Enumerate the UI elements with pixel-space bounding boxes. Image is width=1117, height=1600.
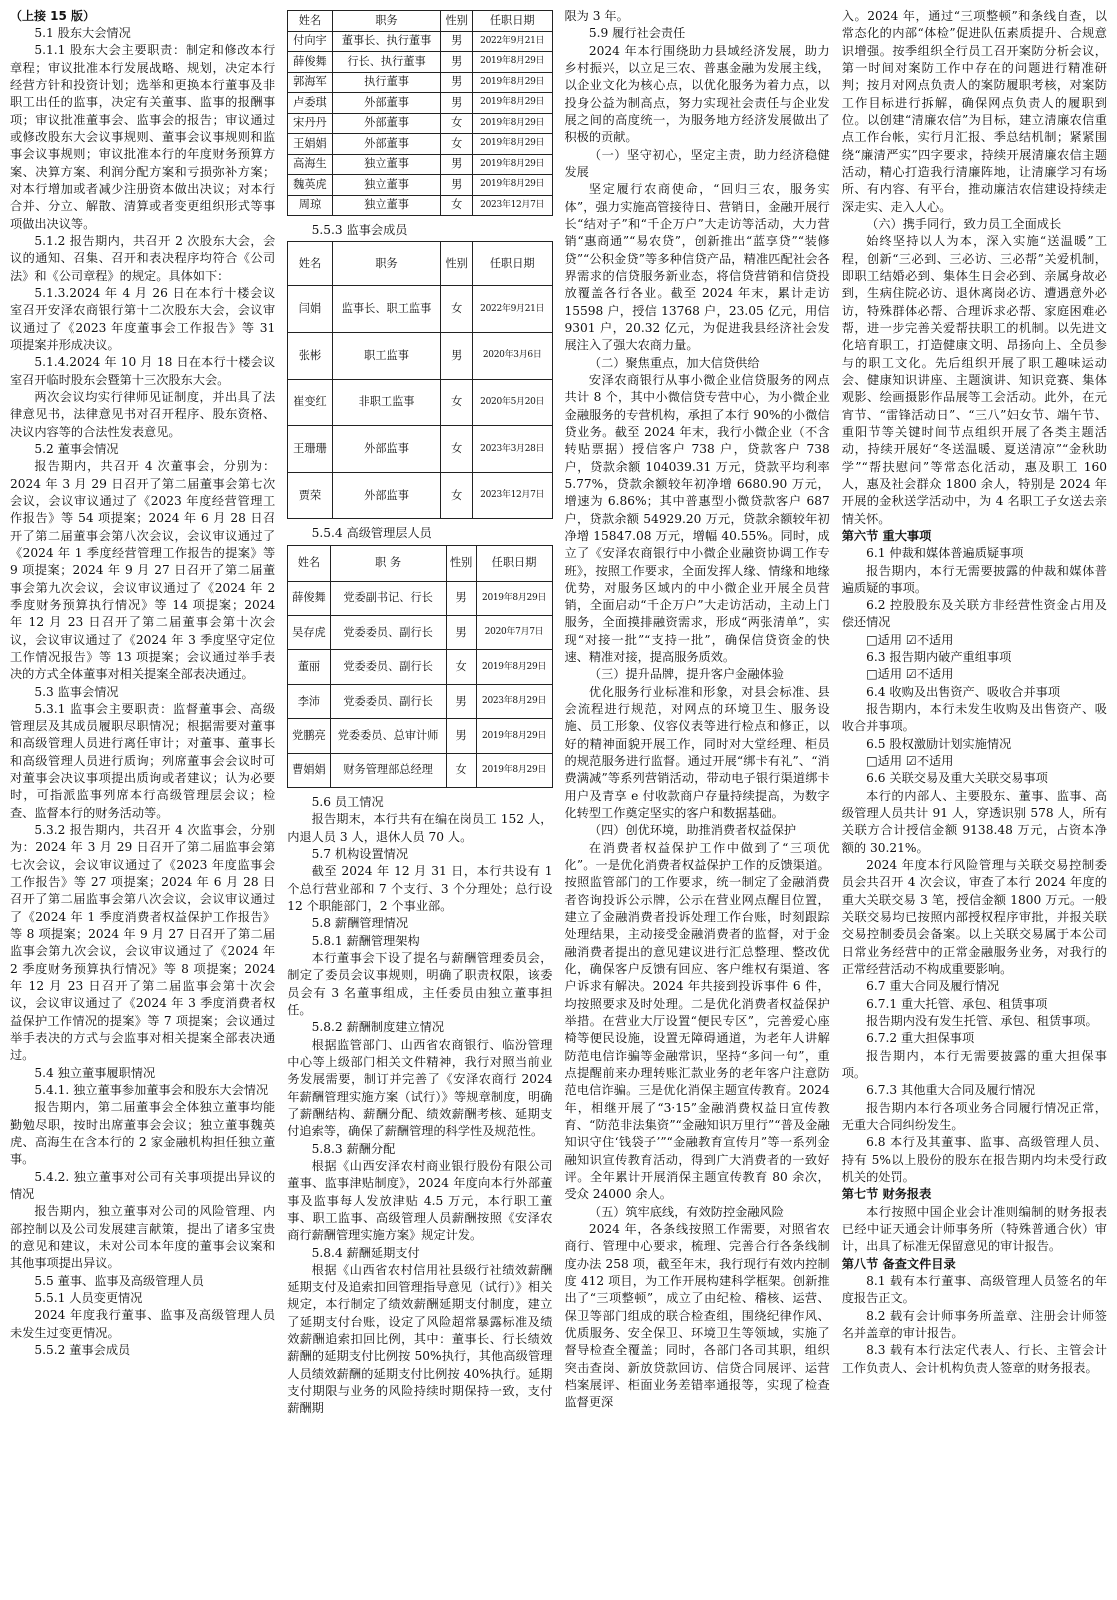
subsection-heading: 6.7.3 其他重大合同及履行情况 (866, 1083, 1036, 1098)
paragraph: 报告期内本行各项业务合同履行情况正常，无重大合同纠纷发生。 (841, 1100, 1107, 1132)
subsection-heading: 5.3 监事会情况 (34, 684, 119, 699)
column-header: 姓名 (288, 11, 332, 32)
position-cell: 监事长、职工监事 (332, 286, 441, 333)
name-cell: 王珊珊 (288, 426, 332, 473)
appointment-date-cell: 2022年9月21日 (472, 31, 552, 52)
subsection-heading: 5.7 机构设置情况 (311, 846, 409, 861)
name-cell: 党鹏亮 (288, 719, 330, 753)
gender-cell: 男 (441, 154, 473, 175)
position-cell: 党委委员、副行长 (330, 650, 446, 684)
table-row (288, 52, 552, 73)
column-2-body (287, 794, 552, 1418)
subsection-heading: 5.5.1 人员变更情况 (34, 1290, 143, 1305)
table-row (288, 426, 552, 473)
name-cell: 薛俊舞 (288, 581, 330, 615)
position-cell: 独立董事 (332, 175, 441, 196)
paragraph: 根据《山西省农村信用社县级行社绩效薪酬延期支付及追索扣回管理指导意见（试行）》相关规定，本行制定了绩效薪酬延期支付制度，建立了延期支付台账，设定了风险超常暴露标准及绩效薪酬追索扣回比例，其中：董事长、行长绩效薪酬的延期支付比例按 50%执行，其他高级管理人员绩效薪酬的延期支付比例按 40%执行。延期支付期限与业务的风险持续时期保持一致，支付薪酬期 (287, 1262, 553, 1416)
paragraph: 5.1.4.2024 年 10 月 18 日在本行十楼会议室召开临时股东会暨第十三次股东大会。 (10, 355, 276, 387)
gender-cell: 男 (446, 719, 476, 753)
appointment-date-cell: 2023年12月7日 (472, 472, 552, 519)
section-heading: 第六节 重大事项 (841, 528, 932, 543)
appointment-date-cell: 2019年8月29日 (472, 52, 552, 73)
paragraph: 5.3.1 监事会主要职责：监督董事会、高级管理层及其成员履职尽职情况；根据需要对董事和高级管理人员进行离任审计；对董事、董事长和高级管理人员进行质询；列席董事会会议时可对董事会决议事项提出质询或者建议；认为必要时，可指派监事列席本行高级管理层会议；检查、监督本行的财务活动等。 (10, 701, 276, 820)
name-cell: 董丽 (288, 650, 330, 684)
gender-cell: 男 (441, 93, 473, 114)
gender-cell: 女 (441, 113, 473, 134)
paragraph: 根据《山西安泽农村商业银行股份有限公司董事、监事津贴制度》，2024 年度向本行外部董事及监事每人发放津贴 4.5 万元，本行职工董事、职工监事、高级管理人员薪酬按照《安泽农商行薪酬管理实施方案》规定计发。 (287, 1158, 553, 1243)
gender-cell: 男 (446, 581, 476, 615)
position-cell: 党委委员、总审计师 (330, 719, 446, 753)
name-cell: 闫娟 (288, 286, 332, 333)
name-cell: 崔变红 (288, 379, 332, 426)
subsection-heading: 6.6 关联交易及重大关联交易事项 (866, 771, 1048, 786)
appointment-date-cell: 2023年12月7日 (472, 195, 552, 216)
paragraph: 截至 2024 年 12 月 31 日，本行共设有 1 个总行营业部和 7 个支行、3 个分理处；总行设 12 个职能部门，2 个事业部。 (287, 864, 553, 913)
name-cell: 郭海军 (288, 72, 332, 93)
column-header: 任职日期 (472, 242, 552, 286)
paragraph: 5.4.2. 独立董事对公司有关事项提出异议的情况 (10, 1169, 276, 1202)
subsection-heading: 6.7.2 重大担保事项 (866, 1031, 975, 1046)
position-cell: 党委委员、副行长 (330, 684, 446, 718)
gender-cell: 男 (441, 332, 473, 379)
gender-cell: 女 (446, 650, 476, 684)
name-cell: 曹娟娟 (288, 753, 330, 787)
subsection-heading: 6.1 仲裁和媒体普遍质疑事项 (866, 546, 1024, 561)
position-cell: 财务管理部总经理 (330, 753, 446, 787)
subsection-heading: 6.7.1 重大托管、承包、租赁事项 (866, 996, 1048, 1011)
column-header: 性别 (441, 242, 473, 286)
table-row (288, 684, 552, 718)
column-4 (842, 8, 1107, 1594)
table-header-row (288, 545, 552, 581)
position-cell: 党委委员、副行长 (330, 616, 446, 650)
paragraph: 坚定履行农商使命，“回归三农，服务实体”，强力实施高管接待日、营销日，金融开展行长“结对子”和“千企万户”大走访等活动，大力营销“惠商通”“易农贷”，创新推出“蓝享贷”“装修贷”“公积金贷”等多种信贷产品，精准匹配社会各界需求的信贷服务新业态，将信贷营销和信贷投放覆盖各行各业。截至 2024 年末，累计走访 15598 户，授信 13768 户，23.05 亿元，用信 9301 户，20.32 亿元，为促进我县经济社会发展注入了强大农商力量。 (564, 182, 830, 353)
table-row (288, 286, 552, 333)
paragraph: 报告期内没有发生托管、承包、租赁事项。 (866, 1014, 1098, 1029)
column-3 (565, 8, 830, 1594)
paragraph: （四）创优环境，助推消费者权益保护 (588, 823, 797, 838)
subsection-heading: 6.3 报告期内破产重组事项 (866, 650, 1012, 665)
paragraph: 本行按照中国企业会计准则编制的财务报表已经中证天通会计师事务所（特殊普通合伙）审计，出具了标准无保留意见的审计报告。 (841, 1204, 1107, 1254)
position-cell: 党委副书记、行长 (330, 581, 446, 615)
gender-cell: 男 (446, 684, 476, 718)
gender-cell: 女 (441, 134, 473, 155)
subsection-heading: 6.7 重大合同及履行情况 (866, 979, 1000, 994)
column-header: 姓名 (288, 545, 330, 581)
column-1 (10, 8, 275, 1594)
paragraph: 本行的内部人、主要股东、董事、监事、高级管理人员共计 91 人，穿透识别 578 人，所有关联方合计授信金额 9138.48 万元，占资本净额的 30.21%。 (841, 788, 1107, 855)
subsection-heading: 5.1 股东大会情况 (34, 26, 131, 41)
column-header: 任职日期 (476, 545, 552, 581)
appointment-date-cell: 2023年8月29日 (476, 684, 552, 718)
subsection-heading: 8.3 载有本行法定代表人、行长、主管会计工作负责人、会计机构负责人签章的财务报表。 (841, 1343, 1107, 1375)
paragraph: 2024 年度我行董事、监事及高级管理人员未发生过变更情况。 (10, 1308, 276, 1340)
column-header: 职务 (332, 242, 441, 286)
position-cell: 独立董事 (332, 195, 441, 216)
table-row (288, 31, 552, 52)
paragraph: 两次会议均实行律师见证制度，并出具了法律意见书，法律意见书对召开程序、股东资格、决议内容等的合法性发表意见。 (10, 389, 276, 439)
gender-cell: 女 (441, 195, 473, 216)
table-row (288, 650, 552, 684)
table-row (288, 195, 552, 216)
position-cell: 职工监事 (332, 332, 441, 379)
section-heading: 第七节 财务报表 (841, 1187, 932, 1202)
name-cell: 薛俊舞 (288, 52, 332, 73)
section-heading: 第八节 备查文件目录 (841, 1256, 956, 1271)
paragraph: 报告期内，本行无需要披露的仲裁和媒体普遍质疑的事项。 (841, 563, 1107, 595)
gender-cell: 女 (441, 379, 473, 426)
appointment-date-cell: 2019年8月29日 (472, 113, 552, 134)
name-cell: 王娟娟 (288, 134, 332, 155)
position-cell: 独立董事 (332, 154, 441, 175)
table-row (288, 134, 552, 155)
table-row (288, 379, 552, 426)
paragraph: 5.1.1 股东大会主要职责：制定和修改本行章程；审议批准本行发展战略、规划，决定本行经营方针和投资计划；选举和更换本行董事及非职工出任的监事，决定有关董事、监事的报酬事项；审议批准董事会、监事会的报告；审议通过或修改股东大会议事规则、董事会议事规则和监事会议事规则；审议批准本行的年度财务预算方案、决算方案、利润分配方案和亏损弥补方案；对本行增加或者减少注册资本做出决议；对本行合并、分立、解散、清算或者变更组织形式等事项做出决议等。 (10, 43, 276, 231)
name-cell: 卢委琪 (288, 93, 332, 114)
table-row (288, 93, 552, 114)
supervisory-board-heading: 5.5.3 监事会成员 (311, 223, 408, 237)
paragraph: 入。2024 年，通过“三项整顿”和条线自查，以常态化的内部“体检”促进队伍素质提升、合规意识增强。按季组织全行员工召开案防分析会议，第一时间对案防工作中存在的问题进行精准研判；按月对网点负责人的案防履职考核，对案防工作目标进行拆解，确保网点负责人的履职到位。以创建“清廉农信”为目标，建立清廉农信重点工作台帐，实行月汇报、季总结机制；紧紧围绕“廉清严实”四字要求，持续开展清廉农信主题活动，精心打造我行清廉阵地，让清廉学习有场所、有内容、有平台，推动廉洁农信建设持续走深走实、走入人心。 (841, 9, 1107, 214)
appointment-date-cell: 2019年8月29日 (476, 650, 552, 684)
board-members-table (287, 10, 552, 216)
position-cell: 执行董事 (332, 72, 441, 93)
column-header: 职务 (332, 11, 441, 32)
appointment-date-cell: 2019年8月29日 (472, 175, 552, 196)
name-cell: 高海生 (288, 154, 332, 175)
subsection-heading: 6.5 股权激励计划实施情况 (866, 736, 1012, 751)
gender-cell: 男 (446, 616, 476, 650)
appointment-date-cell: 2019年8月29日 (476, 719, 552, 753)
position-cell: 外部董事 (332, 113, 441, 134)
paragraph: 5.3.2 报告期内，共召开 4 次监事会，分别为：2024 年 3 月 29 日召开了第二届监事会第七次会议，会议审议通过了《2023 年度监事会工作报告》等 27 项提案；2024 年 6 月 28 日召开了第二届监事会第八次会议，会议审议通过了《2024 年 1 季度消费者权益保护工作报告》等 8 项提案；2024 年 9 月 27 日召开了第二届监事会第九次会议，会议审议通过了《2024 年 2 季度财务预算执行情况》等 8 项提案；2024 年 12 月 23 日召开了第二届监事会第十次会议，会议审议通过了《2024 年 3 季度消费者权益保护工作情况的提案》等 7 项提案；会议通过举手表决的方式与会监事对相关提案全部表决通过。 (10, 823, 276, 1063)
position-cell: 外部监事 (332, 426, 441, 473)
column-3-body (565, 8, 830, 1412)
column-4-body-bottom (842, 528, 1107, 1377)
gender-cell: 女 (441, 286, 473, 333)
table-row (288, 719, 552, 753)
paragraph: 报告期内，本行无需要披露的重大担保事项。 (841, 1048, 1107, 1081)
appointment-date-cell: 2020年5月20日 (472, 379, 552, 426)
subsection-heading: 5.8.4 薪酬延期支付 (311, 1245, 420, 1260)
paragraph: 报告期内，本行未发生收购及出售资产、吸收合并事项。 (841, 702, 1107, 734)
gender-cell: 女 (441, 472, 473, 519)
applicability-checkbox-line: □适用 ☑不适用 (866, 632, 954, 647)
paragraph: 始终坚持以人为本，深入实施“送温暖”工程，创新“三必到、三必访、三必帮”关爱机制，即职工结婚必到、集体生日会必到、亲属身故必到，生病住院必访、退休离岗必访、遭遇意外必访，特殊群体必帮、合理诉求必帮、家庭困难必帮，进一步完善关爱帮扶职工的机制。以先进文化培育职工，打造健康文明、昂扬向上、全员参与的职工文化。先后组织开展了职工趣味运动会、健康知识讲座、主题演讲、知识竞赛、集体观影、绘画摄影作品展等工会活动。此外，在元宵节、“雷锋活动日”、“三八”妇女节、端午节、重阳节等关键时间节点组织开展了各类主题活动，持续开展好“冬送温暖、夏送清凉”“金秋助学”“帮扶慰问”等常态化活动，惠及职工 160 人，惠及社会群众 1800 余人，特别是 2024 年开展的金秋送学活动中，为 4 名职工子女送去亲情关怀。 (841, 234, 1107, 526)
subsection-heading: 5.2 董事会情况 (34, 441, 119, 456)
position-cell: 董事长、执行董事 (332, 31, 441, 52)
column-4-body-top (842, 8, 1107, 528)
column-2 (287, 8, 552, 1594)
senior-management-table (287, 545, 552, 788)
column-header: 任职日期 (472, 11, 552, 32)
paragraph: （五）筑牢底线，有效防控金融风险 (588, 1204, 784, 1219)
table-row (288, 616, 552, 650)
name-cell: 张彬 (288, 332, 332, 379)
gender-cell: 男 (441, 52, 473, 73)
appointment-date-cell: 2023年3月28日 (472, 426, 552, 473)
gender-cell: 男 (441, 175, 473, 196)
paragraph: 限为 3 年。 (564, 9, 629, 23)
subsection-heading: 5.9 履行社会责任 (588, 26, 686, 41)
name-cell: 魏英虎 (288, 175, 332, 196)
table-row (288, 72, 552, 93)
gender-cell: 女 (441, 426, 473, 473)
paragraph: 报告期内，第二届董事会全体独立董事均能勤勉尽职，按时出席董事会会议；独立董事魏英虎、高海生在含本行的 2 家金融机构担任独立董事。 (10, 1100, 276, 1167)
subsection-heading: 6.8 本行及其董事、监事、高级管理人员、持有 5%以上股份的股东在报告期内均未受行政机关的处罚。 (841, 1135, 1107, 1184)
appointment-date-cell: 2022年9月21日 (472, 286, 552, 333)
name-cell: 李沛 (288, 684, 330, 718)
column-header: 性别 (441, 11, 473, 32)
position-cell: 外部监事 (332, 472, 441, 519)
subsection-heading: 5.8.3 薪酬分配 (311, 1141, 396, 1156)
name-cell: 贾荣 (288, 472, 332, 519)
column-header: 职 务 (330, 545, 446, 581)
applicability-checkbox-line: □适用 ☑不适用 (866, 667, 954, 682)
position-cell: 外部董事 (332, 93, 441, 114)
table-row (288, 332, 552, 379)
paragraph: 2024 年本行围绕助力县域经济发展，助力乡村振兴，以立足三农、普惠金融为发展主线，以企业文化为核心点，以优化服务为着力点，以投身公益为制高点，努力实现社会责任与企业发展之间的高度统一，为服务地方经济发展做出了积极的贡献。 (564, 43, 830, 145)
table-header-row (288, 11, 552, 32)
subsection-heading: 5.8.1 薪酬管理架构 (311, 933, 420, 948)
column-1-body (10, 25, 275, 1359)
appointment-date-cell: 2019年8月29日 (476, 753, 552, 787)
table-row (288, 175, 552, 196)
subsection-heading: 5.8 薪酬管理情况 (311, 916, 409, 931)
subsection-heading: 5.5.2 董事会成员 (34, 1342, 131, 1357)
paragraph: （六）携手同行，致力员工全面成长 (866, 216, 1062, 231)
paragraph: 安泽农商银行从事小微企业信贷服务的网点共计 8 个，其中小微信贷专营中心，为小微企业金融服务的专营机构，承担了本行 90%的小微信贷业务。截至 2024 年末，我行小微企业（不含转贴票据）授信客户 738 户，贷款客户 738 户，贷款余额 104039.31 万元，贷款平均利率 5.77%，贷款余额较年初净增 6680.90 万元，增速为 6.86%；其中普惠型小微贷款客户 687 户，贷款余额 54929.20 万元，贷款余额较年初净增 15847.08 万元，增幅 40.55%。同时，成立了《安泽农商银行中小微企业融资协调工作专班》，按照工作要求，全面发挥人缘、情缘和地缘优势，对服务区域内的中小微企业开展全员营销，全面启动“千企万户”大走访活动，主动上门服务，全面摸排融资需求，形成“两张清单”，实现“对接一批”“支持一批”，确保信贷资金的快速、精准对接，提高服务质效。 (564, 372, 830, 665)
senior-management-heading: 5.5.4 高级管理层人员 (311, 526, 432, 541)
appointment-date-cell: 2019年8月29日 (472, 154, 552, 175)
paragraph: （一）坚守初心，坚定主责，助力经济稳健发展 (564, 147, 830, 179)
column-header: 姓名 (288, 242, 332, 286)
name-cell: 吴存虎 (288, 616, 330, 650)
paragraph: 优化服务行业标准和形象，对县会标准、县会流程进行规范，对网点的环境卫生、服务设施、员工形象、仪容仪表等进行检点和修正，以好的精神面貌开展工作，同时对大堂经理、柜员的规范服务进行监督。通过开展“绑卡有礼”、“消费满减”等系列营销活动，带动电子银行渠道绑卡用户及青享 e 付收款商户存量持续提高，为数字化转型工作奠定坚实的客户和数据基础。 (564, 684, 830, 821)
appointment-date-cell: 2019年8月29日 (472, 93, 552, 114)
appointment-date-cell: 2020年3月6日 (472, 332, 552, 379)
name-cell: 付向宇 (288, 31, 332, 52)
paragraph: 报告期末，本行共有在编在岗员工 152 人，内退人员 3 人，退休人员 70 人。 (287, 812, 553, 844)
paragraph: 2024 年，各条线按照工作需要，对照省农商行、管理中心要求，梳理、完善合行各条线制度办法 258 项，截至年末，我行现行有效内控制度 412 项目，为工作开展构建科学框架。创新推出了“三项整顿”，成立了由纪检、稽核、运营、保卫等部门组成的联合检查组，围绕纪律作风、优质服务、安全保卫、环境卫生等领域，实施了督导检查全覆盖；同时，各部门各司其职，组织突击查岗、新放贷款回访、信贷合同展评、运营档案展评、柜面业务差错率通报等，实现了检查监督更深 (564, 1221, 830, 1410)
subsection-heading: 8.2 载有会计师事务所盖章、注册会计师签名并盖章的审计报告。 (841, 1308, 1107, 1340)
paragraph: 2024 年度本行风险管理与关联交易控制委员会共召开 4 次会议，审查了本行 2024 年度的重大关联交易 3 笔，授信金额 1800 万元。一般关联交易均已按照内部授权程序审批，并报关联交易控制委员会备案。以上关联交易属于本公司日常业务经营中的正常金融服务业务，对我行的正常经营活动不构成重要影响。 (841, 858, 1107, 977)
gender-cell: 男 (441, 72, 473, 93)
position-cell: 外部董事 (332, 134, 441, 155)
gender-cell: 女 (446, 753, 476, 787)
subsection-heading: 5.8.2 薪酬制度建立情况 (311, 1020, 445, 1035)
paragraph: 5.1.2 报告期内，共召开 2 次股东大会，会议的通知、召集、召开和表决程序均符合《公司法》和《公司章程》的规定。具体如下： (10, 233, 276, 283)
subsection-heading: 6.4 收购及出售资产、吸收合并事项 (866, 684, 1061, 699)
continued-from-note: （上接 15 版） (10, 9, 96, 23)
paragraph: 5.4.1. 独立董事参加董事会和股东大会情况 (34, 1083, 269, 1098)
column-header: 性别 (446, 545, 476, 581)
applicability-checkbox-line: □适用 ☑不适用 (866, 754, 954, 769)
appointment-date-cell: 2019年8月29日 (472, 72, 552, 93)
paragraph: 报告期内，共召开 4 次董事会，分别为：2024 年 3 月 29 日召开了第二届董事会第七次会议，会议审议通过了《2023 年度经营管理工作报告》等 54 项提案；2024 年 6 月 28 日召开了第二届董事会第八次会议，会议审议通过了《2024 年 1 季度经营管理工作报告的提案》等 9 项提案；2024 年 9 月 27 日召开了第二届董事会第九次会议，会议审议通过了《2024 年 2 季度财务预算执行情况》等 14 项提案；2024 年 12 月 23 日召开了第二届董事会第十次会议，会议审议通过了《2024 年 3 季度坚守定位工作情况报告》等 13 项提案；会议通过举手表决的方式全体董事对相关提案全部表决通过。 (10, 459, 276, 682)
paragraph: （二）聚焦重点，加大信贷供给 (588, 355, 760, 370)
table-row (288, 113, 552, 134)
gender-cell: 男 (441, 31, 473, 52)
subsection-heading: 5.5 董事、监事及高级管理人员 (34, 1273, 204, 1288)
supervisory-board-table (287, 241, 552, 519)
appointment-date-cell: 2020年7月7日 (476, 616, 552, 650)
table-row (288, 753, 552, 787)
subsection-heading: 8.1 载有本行董事、高级管理人员签名的年度报告正文。 (841, 1273, 1107, 1306)
position-cell: 行长、执行董事 (332, 52, 441, 73)
paragraph: 根据监管部门、山西省农商银行、临汾管理中心等上级部门相关文件精神，我行对照当前业务发展需要，制订并完善了《安泽农商行 2024 年薪酬管理实施方案（试行）》等规章制度，明确了薪酬结构、薪酬分配、绩效薪酬考核、延期支付追索等，确保了薪酬管理的科学性及规范性。 (287, 1037, 553, 1139)
subsection-heading: 5.6 员工情况 (311, 794, 384, 809)
paragraph: 5.1.3.2024 年 4 月 26 日在本行十楼会议室召开安泽农商银行第十二次股东大会，会议审议通过了《2023 年度董事会工作报告》等 31 项提案并形成决议。 (10, 285, 276, 352)
paragraph: 本行董事会下设了提名与薪酬管理委员会，制定了委员会议事规则，明确了职责权限，该委员会有 3 名董事组成，主任委员由独立董事担任。 (287, 950, 553, 1017)
position-cell: 非职工监事 (332, 379, 441, 426)
table-row (288, 154, 552, 175)
subsection-heading: 6.2 控股股东及关联方非经营性资金占用及偿还情况 (841, 598, 1107, 630)
name-cell: 周琼 (288, 195, 332, 216)
subsection-heading: 5.4 独立董事履职情况 (34, 1065, 156, 1080)
table-row (288, 581, 552, 615)
appointment-date-cell: 2019年8月29日 (472, 134, 552, 155)
name-cell: 宋丹丹 (288, 113, 332, 134)
table-header-row (288, 242, 552, 286)
paragraph: 报告期内，独立董事对公司的风险管理、内部控制以及公司发展建言献策，提出了诸多宝贵的意见和建议，未对公司本年度的董事会议案和其他事项提出异议。 (10, 1204, 276, 1271)
appointment-date-cell: 2019年8月29日 (476, 581, 552, 615)
paragraph: （三）提升品牌，提升客户金融体验 (588, 667, 784, 682)
table-row (288, 472, 552, 519)
paragraph: 在消费者权益保护工作中做到了“三项优化”。一是优化消费者权益保护工作的反馈渠道。按照监管部门的工作要求，统一制定了金融消费者咨询投诉公示牌，公示在营业网点醒目位置，建立了金融消费者投诉处理工作台账，时刻跟踪处理结果，主动接受金融消费者的监督，对于金融消费者提出的意见建议进行汇总整理、整改优化，确保客户反馈有回应、客户维权有渠道、客户诉求有解决。2024 年共接到投诉事件 6 件，均按照要求及时处理。二是优化消费者权益保护举措。在营业大厅设置“便民专区”，完善爱心座椅等便民设施，设置无障碍通道，为老年人讲解防范电信诈骗等金融常识，坚持“多问一句”，重点提醒前来办理转账汇款业务的老年客户注意防范电信诈骗。三是优化消保主题宣传教育。2024 年，相继开展了“3·15”金融消费权益日宣传教育、“防范非法集资”“金融知识万里行”“普及金融知识守住‘钱袋子’”“金融教育宣传月”等一系列金融知识宣传教育活动，得到广大消费者的一致好评。全年累计开展消保主题宣传教育 80 余次，受众 24000 余人。 (564, 840, 830, 1202)
